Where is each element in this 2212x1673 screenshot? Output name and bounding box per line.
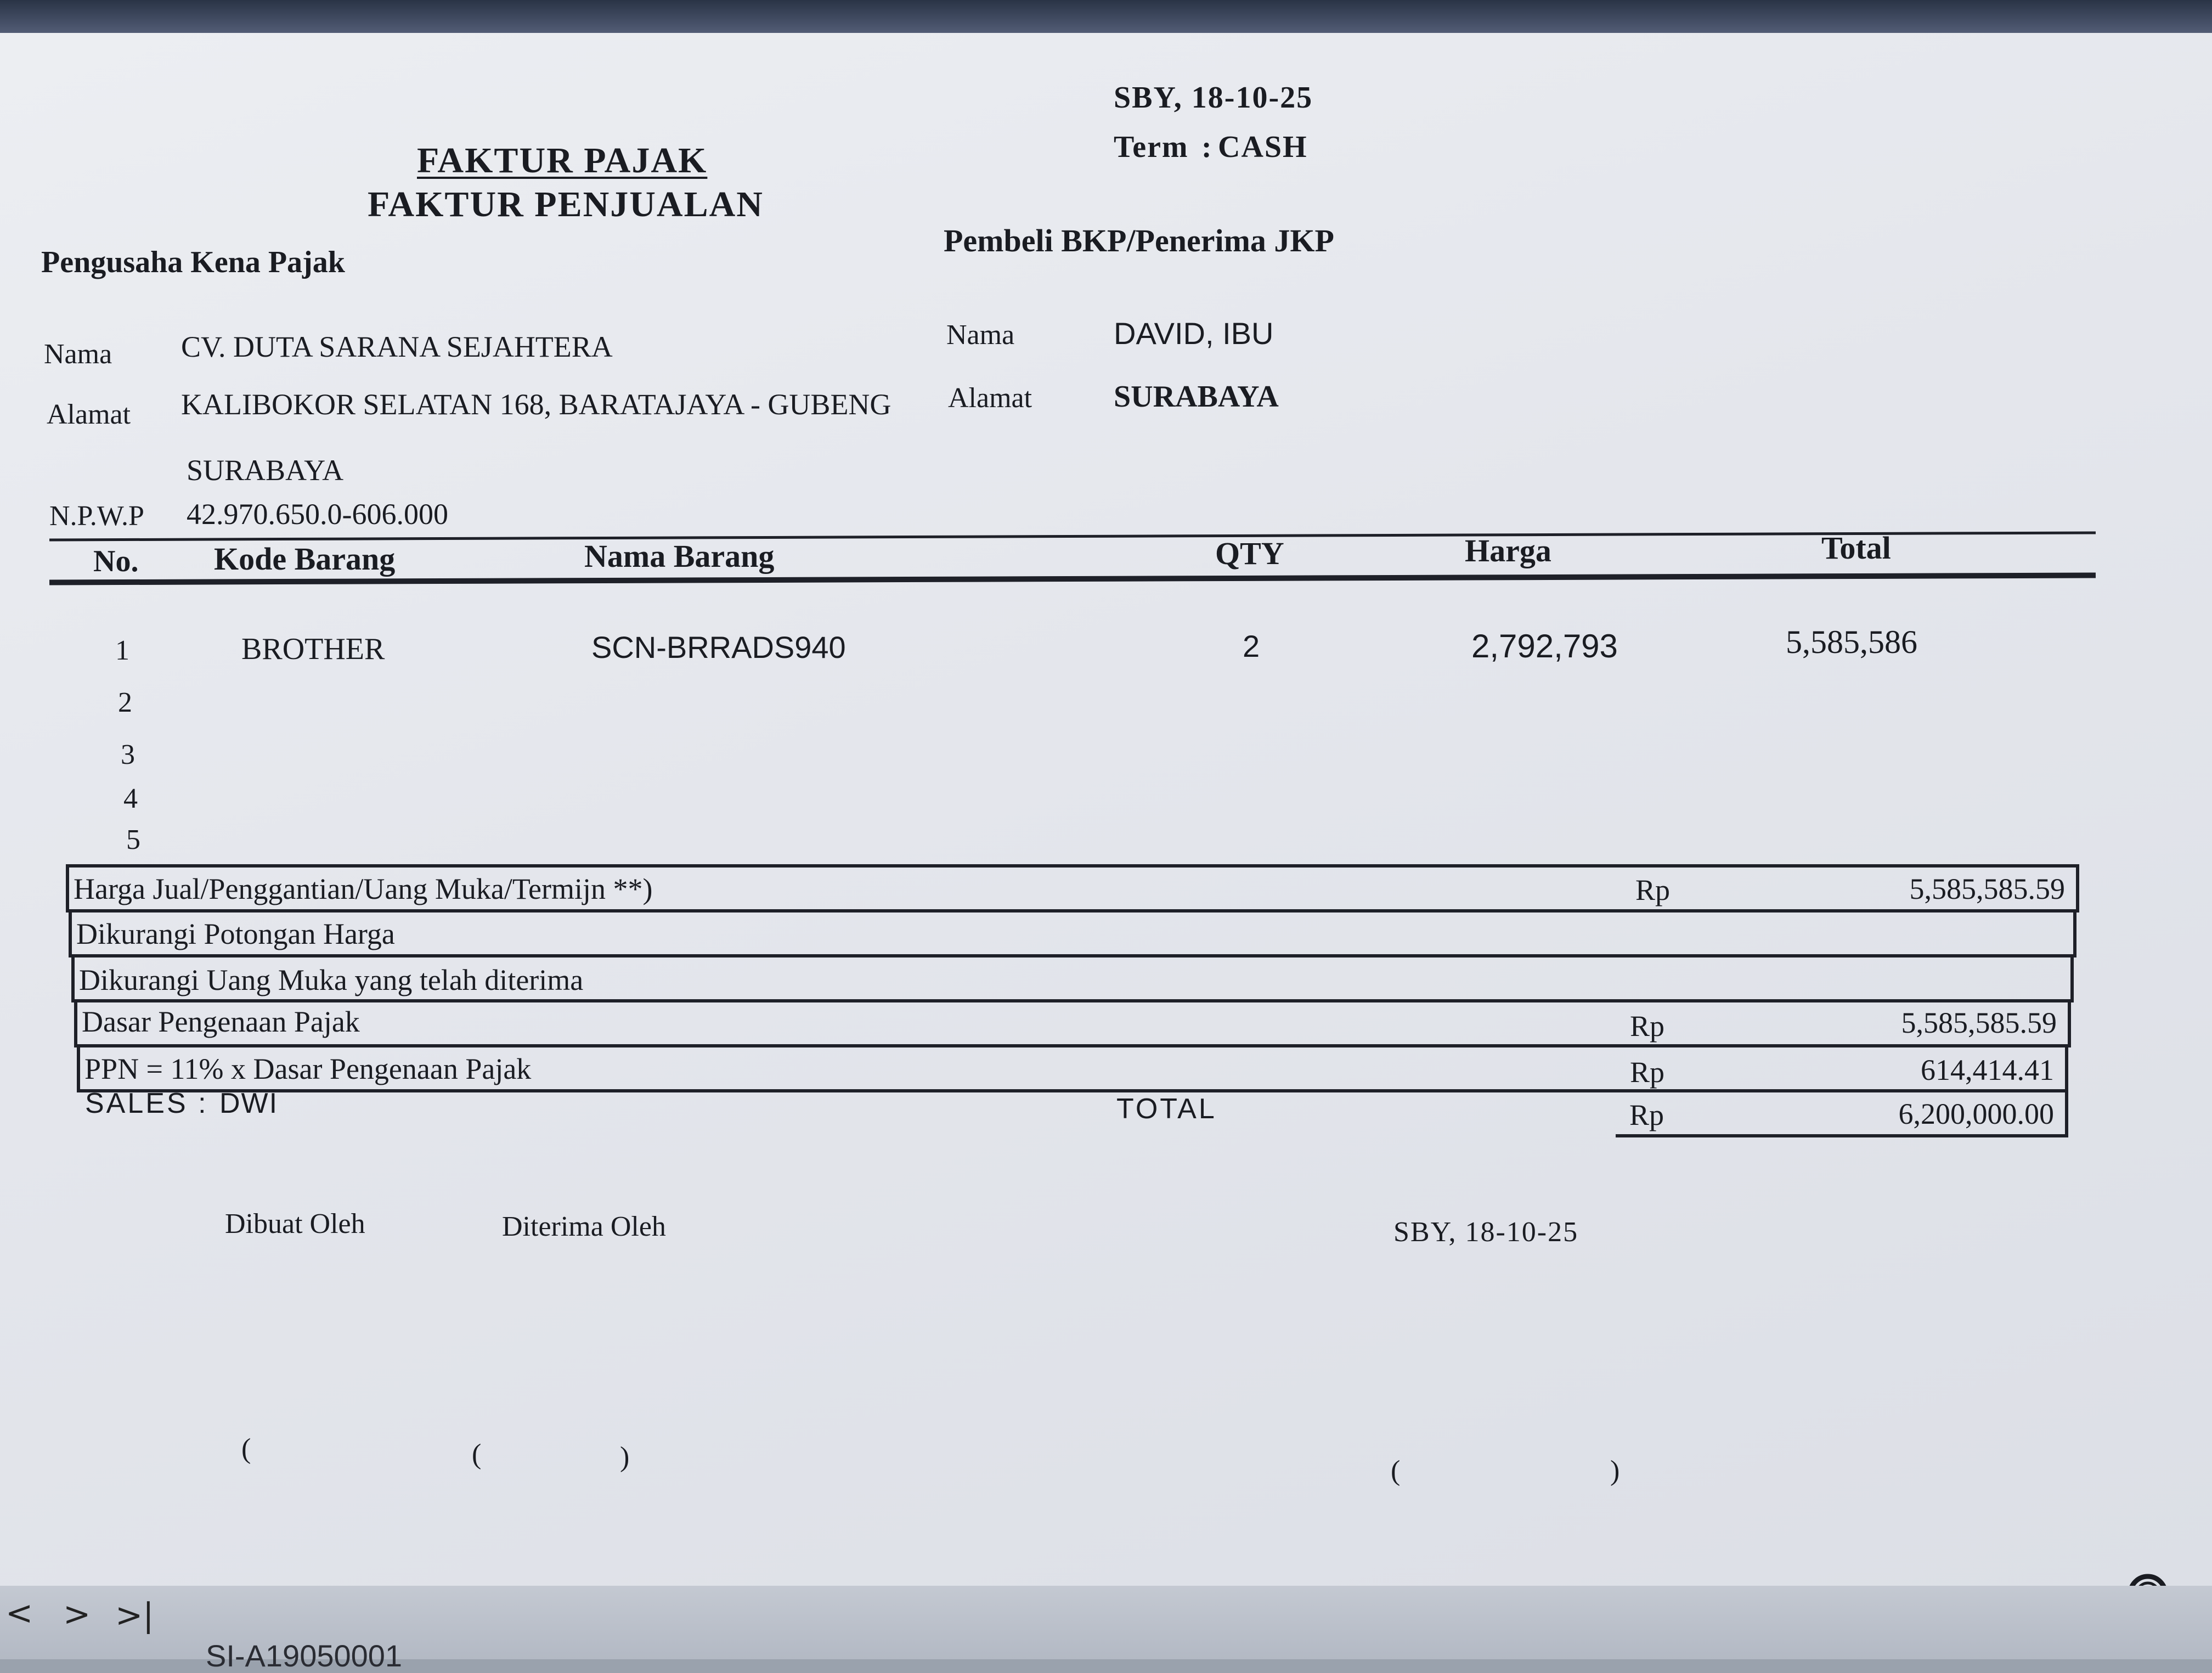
term-separator: :: [1201, 130, 1212, 164]
document-reference-tab[interactable]: SI-A19050001: [206, 1638, 403, 1673]
col-header-nama: Nama Barang: [584, 538, 775, 574]
ppn-currency: Rp: [1630, 1056, 1665, 1089]
header-date: SBY, 18-10-25: [1114, 81, 1313, 115]
sig1-paren-open: (: [241, 1433, 251, 1464]
row4-no: 4: [123, 783, 138, 814]
summary-row-uang-muka: [71, 954, 2074, 1002]
row3-no: 3: [121, 739, 135, 770]
sales-value: DWI: [219, 1088, 279, 1119]
row1-kode: BROTHER: [241, 632, 385, 666]
last-page-button[interactable]: >|: [115, 1596, 154, 1635]
buyer-address: SURABAYA: [1114, 380, 1279, 414]
dpp-label: Dasar Pengenaan Pajak: [82, 1005, 360, 1038]
col-header-qty: QTY: [1215, 536, 1284, 571]
row1-nama: SCN-BRRADS940: [591, 630, 846, 664]
npwp-value: 42.970.650.0-606.000: [187, 498, 448, 531]
term-value: CASH: [1218, 130, 1308, 164]
seller-name: CV. DUTA SARANA SEJAHTERA: [181, 330, 613, 363]
signature-place-date: SBY, 18-10-25: [1393, 1216, 1579, 1248]
term-label: Term: [1114, 130, 1189, 164]
total-label: TOTAL: [1116, 1093, 1217, 1125]
summary-row-potongan: [69, 909, 2076, 957]
summary-row-harga-jual: [66, 864, 2079, 912]
row2-no: 2: [118, 687, 132, 718]
ppn-label: PPN = 11% x Dasar Pengenaan Pajak: [84, 1052, 532, 1085]
invoice-document: [0, 33, 2212, 1586]
made-by-label: Dibuat Oleh: [225, 1208, 365, 1240]
row1-harga: 2,792,793: [1471, 628, 1618, 664]
viewer-nav-bar: [0, 1586, 2212, 1673]
seller-address-line2: SURABAYA: [187, 454, 344, 487]
total-value: 6,200,000.00: [1898, 1097, 2054, 1130]
harga-jual-label: Harga Jual/Penggantian/Uang Muka/Termijn **): [74, 872, 653, 905]
buyer-name-label: Nama: [946, 319, 1015, 351]
sig2-paren-open: (: [472, 1439, 482, 1470]
sig2-paren-close: ): [620, 1441, 630, 1473]
dpp-value: 5,585,585.59: [1901, 1006, 2057, 1039]
title-faktur-pajak: FAKTUR PAJAK: [417, 140, 708, 181]
summary-row-ppn: [77, 1044, 2068, 1092]
sig3-paren-close: ): [1610, 1455, 1620, 1486]
summary-row-dpp: [74, 999, 2071, 1047]
col-header-no: No.: [93, 544, 139, 578]
total-currency: Rp: [1629, 1099, 1664, 1131]
prev-page-button[interactable]: <: [5, 1594, 33, 1632]
ppn-value: 614,414.41: [1921, 1054, 2054, 1086]
summary-total-box: [1616, 1089, 2068, 1137]
buyer-name: DAVID, IBU: [1114, 316, 1274, 351]
seller-name-label: Nama: [44, 339, 112, 370]
uang-muka-label: Dikurangi Uang Muka yang telah diterima: [79, 964, 584, 996]
col-header-kode: Kode Barang: [214, 541, 396, 577]
received-by-label: Diterima Oleh: [502, 1211, 666, 1242]
seller-address-line1: KALIBOKOR SELATAN 168, BARATAJAYA - GUBENG: [181, 388, 891, 421]
harga-jual-value: 5,585,585.59: [1909, 872, 2065, 905]
npwp-label: N.P.W.P: [49, 500, 144, 532]
next-page-button[interactable]: >: [63, 1595, 91, 1633]
col-header-total: Total: [1821, 530, 1891, 566]
row1-total: 5,585,586: [1786, 624, 1917, 660]
buyer-section-title: Pembeli BKP/Penerima JKP: [944, 223, 1334, 258]
sales-label: SALES :: [85, 1088, 208, 1119]
row5-no: 5: [126, 824, 140, 855]
seller-section-title: Pengusaha Kena Pajak: [41, 245, 345, 279]
row1-qty: 2: [1243, 629, 1260, 663]
harga-jual-currency: Rp: [1635, 874, 1671, 906]
dpp-currency: Rp: [1630, 1010, 1665, 1043]
buyer-address-label: Alamat: [948, 382, 1032, 414]
table-top-rule: [49, 531, 2096, 541]
row1-no: 1: [115, 635, 129, 666]
potongan-label: Dikurangi Potongan Harga: [76, 917, 395, 950]
title-faktur-penjualan: FAKTUR PENJUALAN: [368, 184, 764, 224]
sig3-paren-open: (: [1391, 1455, 1401, 1486]
col-header-harga: Harga: [1465, 533, 1551, 568]
seller-address-label: Alamat: [47, 399, 131, 430]
